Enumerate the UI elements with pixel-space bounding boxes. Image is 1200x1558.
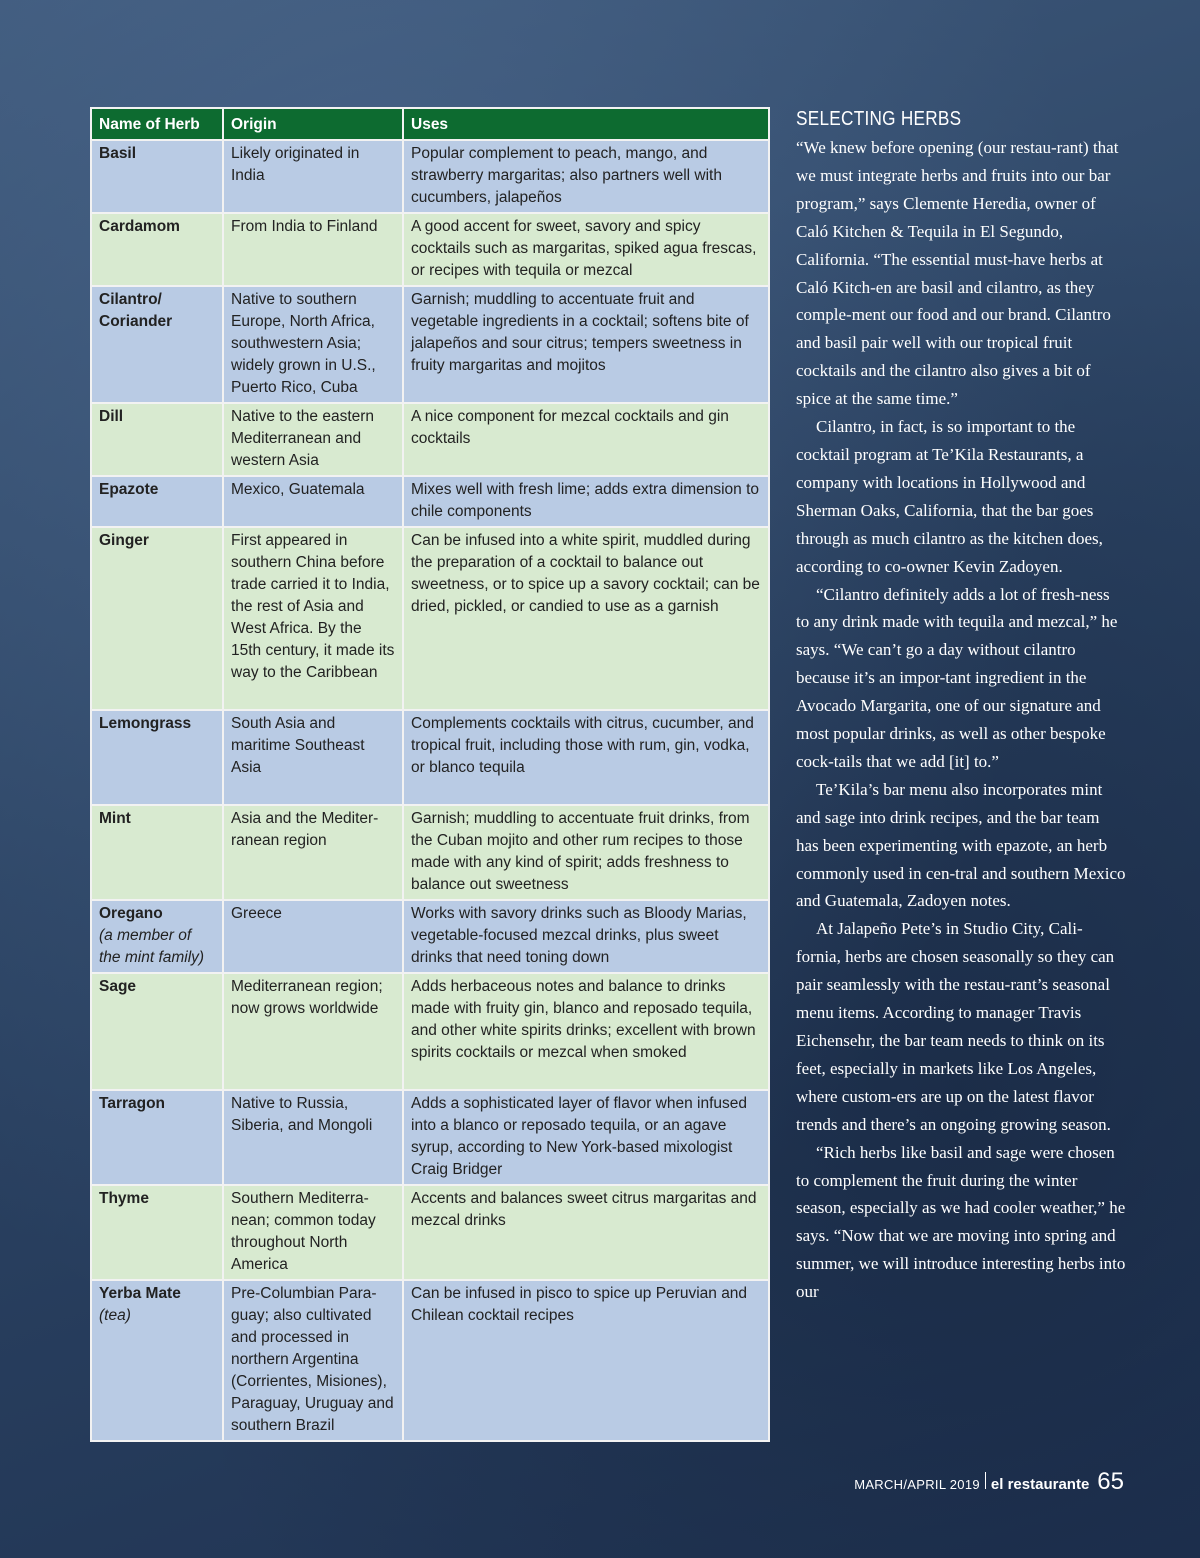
table-row — [91, 805, 769, 900]
herb-name-cell — [91, 1185, 223, 1280]
herb-uses: Can be infused into a white spirit, muddled during the preparation of a cocktail to balance out sweetness, or to spice up a savory cocktail; can be dried, pickled, or candied to use as a garnish — [403, 527, 769, 710]
footer-divider — [985, 1472, 986, 1489]
herb-uses: Can be infused in pisco to spice up Peruvian and Chilean cocktail recipes — [403, 1280, 769, 1441]
issue-date: MARCH/APRIL 2019 — [854, 1477, 980, 1492]
table-row — [91, 527, 769, 710]
herb-name: Lemongrass — [99, 715, 192, 732]
table-header-row — [91, 108, 769, 140]
header-name-of-herb: Name of Herb — [91, 108, 223, 140]
herb-name-cell — [91, 476, 223, 527]
article-paragraph: At Jalapeño Pete’s in Studio City, Cali-fornia, herbs are chosen seasonally so they can pair seamlessly with the restau-rant’s seasonal menu items. According to manager Travis Eichensehr, the bar team needs to think on its feet, especially in markets like Los Angeles, where custom-ers are up on the latest flavor trends and there’s an ongoing growing season. — [796, 919, 1115, 1134]
herb-name-cell — [91, 1090, 223, 1185]
herb-note: (a member of the mint family) — [99, 927, 205, 966]
herb-name-cell — [91, 286, 223, 403]
herb-origin: Pre-Columbian Para-guay; also cultivated and processed in northern Argentina (Corrientes, Misiones), Paraguay, Uruguay and southern Brazil — [223, 1280, 403, 1441]
herb-origin: Asia and the Mediter-ranean region — [223, 805, 403, 900]
table-row — [91, 140, 769, 213]
herb-origin: Mediterranean region; now grows worldwide — [223, 973, 403, 1090]
herb-uses: Garnish; muddling to accentuate fruit and vegetable ingredients in a cocktail; softens bite of jalapeños and sour citrus; tempers sweetness in fruity margaritas and mojitos — [403, 286, 769, 403]
herb-uses: Mixes well with fresh lime; adds extra dimension to chile components — [403, 476, 769, 527]
herb-name: Oregano — [99, 905, 163, 922]
article-heading: SELECTING HERBS — [796, 108, 962, 130]
herb-name: Tarragon — [99, 1095, 166, 1112]
herb-uses: Works with savory drinks such as Bloody Marias, vegetable-focused mezcal drinks, plus sweet drinks that need toning down — [403, 900, 769, 973]
herb-name: Sage — [99, 978, 137, 995]
herb-uses: Accents and balances sweet citrus margaritas and mezcal drinks — [403, 1185, 769, 1280]
table-row — [91, 710, 769, 805]
herb-name-cell — [91, 805, 223, 900]
herb-origin: Likely originated in India — [223, 140, 403, 213]
herb-name: Epazote — [99, 481, 159, 498]
herb-name: Basil — [99, 145, 137, 162]
herb-origin: First appeared in southern China before trade carried it to India, the rest of Asia and West Africa. By the 15th century, it made its way to the Caribbean — [223, 527, 403, 710]
article-column — [796, 104, 1126, 1306]
herb-name: Cilantro/ Coriander — [99, 291, 173, 330]
header-uses: Uses — [403, 108, 769, 140]
table-row — [91, 900, 769, 973]
table-row — [91, 1280, 769, 1441]
herb-uses: A good accent for sweet, savory and spicy cocktails such as margaritas, spiked agua frescas, or recipes with tequila or mezcal — [403, 213, 769, 286]
herb-origin: Mexico, Guatemala — [223, 476, 403, 527]
herb-name: Mint — [99, 810, 131, 827]
page-footer — [854, 1468, 1124, 1496]
herb-origin: Southern Mediterra-nean; common today throughout North America — [223, 1185, 403, 1280]
herb-name-cell — [91, 1280, 223, 1441]
herb-uses: Complements cocktails with citrus, cucumber, and tropical fruit, including those with rum, gin, vodka, or blanco tequila — [403, 710, 769, 805]
herb-uses: Adds a sophisticated layer of flavor when infused into a blanco or reposado tequila, or an agave syrup, according to New York-based mixologist Craig Bridger — [403, 1090, 769, 1185]
herb-name-cell — [91, 213, 223, 286]
herb-name: Dill — [99, 408, 124, 425]
page-number: 65 — [1097, 1468, 1124, 1495]
herb-name-cell — [91, 140, 223, 213]
herb-uses: Garnish; muddling to accentuate fruit drinks, from the Cuban mojito and other rum recipes to those made with any kind of spirit; adds freshness to balance out sweetness — [403, 805, 769, 900]
magazine-name: el restaurante — [990, 1476, 1090, 1493]
herb-origin: Greece — [223, 900, 403, 973]
herb-name-cell — [91, 973, 223, 1090]
table-row — [91, 286, 769, 403]
herb-note: (tea) — [99, 1307, 131, 1324]
table-row — [91, 403, 769, 476]
article-paragraph: “Cilantro definitely adds a lot of fresh-ness to any drink made with tequila and mezcal,” he says. “We can’t go a day without cilantro because it’s an impor-tant ingredient in the Avocado Margarita, one of our signature and most popular drinks, as well as other bespoke cock-tails that we add [it] to.” — [796, 584, 1118, 771]
table-row — [91, 1090, 769, 1185]
herb-table — [90, 107, 770, 1442]
herb-name: Ginger — [99, 532, 149, 549]
table-row — [91, 1185, 769, 1280]
article-paragraph: “Rich herbs like basil and sage were chosen to complement the fruit during the winter season, especially as we had cooler weather,” he says. “Now that we are moving into spring and summer, we will introduce interesting herbs into our — [796, 1142, 1126, 1302]
herb-uses: Popular complement to peach, mango, and strawberry margaritas; also partners well with cucumbers, jalapeños — [403, 140, 769, 213]
herb-origin: South Asia and maritime Southeast Asia — [223, 710, 403, 805]
herb-name-cell — [91, 403, 223, 476]
herb-origin: From India to Finland — [223, 213, 403, 286]
herb-name: Cardamom — [99, 218, 180, 235]
herb-origin: Native to the eastern Mediterranean and western Asia — [223, 403, 403, 476]
article-paragraph: “We knew before opening (our restau-rant) that we must integrate herbs and fruits into our bar program,” says Clemente Heredia, owner of Caló Kitchen & Tequila in El Segundo, California. “The essential must-have herbs at Caló Kitch-en are basil and cilantro, as they comple-ment our food and our brand. Cilantro and basil pair well with our tropical fruit cocktails and the cilantro also gives a bit of spice at the same time.” — [796, 138, 1119, 409]
table-row — [91, 476, 769, 527]
herb-name: Yerba Mate — [99, 1285, 181, 1302]
herb-name: Thyme — [99, 1190, 149, 1207]
article-paragraph: Cilantro, in fact, is so important to the cocktail program at Te’Kila Restaurants, a company with locations in Hollywood and Sherman Oaks, California, that the bar goes through as much cilantro as the kitchen does, according to co-owner Kevin Zadoyen. — [796, 417, 1103, 576]
herb-name-cell — [91, 527, 223, 710]
herb-uses: Adds herbaceous notes and balance to drinks made with fruity gin, blanco and reposado tequila, and other white spirits drinks; excellent with brown spirits cocktails or mezcal when smoked — [403, 973, 769, 1090]
table-row — [91, 973, 769, 1090]
herb-uses: A nice component for mezcal cocktails and gin cocktails — [403, 403, 769, 476]
table-row — [91, 213, 769, 286]
article-paragraph: Te’Kila’s bar menu also incorporates mint and sage into drink recipes, and the bar team has been experimenting with epazote, an herb commonly used in cen-tral and southern Mexico and Guatemala, Zadoyen notes. — [796, 779, 1126, 911]
herb-origin: Native to Russia, Siberia, and Mongoli — [223, 1090, 403, 1185]
herb-origin: Native to southern Europe, North Africa, southwestern Asia; widely grown in U.S., Puerto Rico, Cuba — [223, 286, 403, 403]
herb-name-cell — [91, 900, 223, 973]
header-origin: Origin — [223, 108, 403, 140]
herb-name-cell — [91, 710, 223, 805]
